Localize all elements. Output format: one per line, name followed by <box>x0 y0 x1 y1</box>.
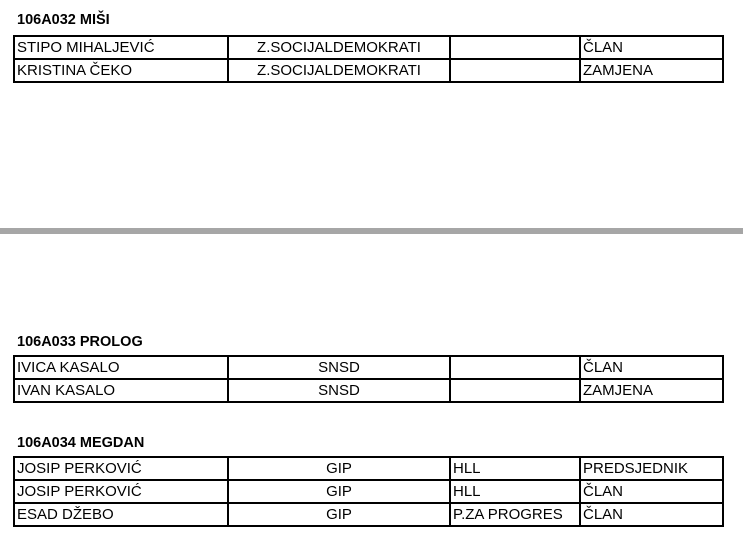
coalition-cell <box>450 59 580 82</box>
member-name-cell: IVICA KASALO <box>14 356 228 379</box>
members-table <box>13 35 724 83</box>
table-row <box>14 59 723 82</box>
table-row <box>14 457 723 480</box>
role-cell: ČLAN <box>580 480 723 503</box>
table-row <box>14 356 723 379</box>
party-cell: GIP <box>228 480 450 503</box>
role-cell: ZAMJENA <box>580 379 723 402</box>
coalition-cell: HLL <box>450 457 580 480</box>
member-name-cell: ESAD DŽEBO <box>14 503 228 526</box>
coalition-cell <box>450 36 580 59</box>
party-cell: Z.SOCIJALDEMOKRATI <box>228 59 450 82</box>
coalition-cell: HLL <box>450 480 580 503</box>
party-cell: SNSD <box>228 356 450 379</box>
party-cell: GIP <box>228 503 450 526</box>
role-cell: ČLAN <box>580 36 723 59</box>
member-name-cell: JOSIP PERKOVIĆ <box>14 457 228 480</box>
role-cell: ZAMJENA <box>580 59 723 82</box>
role-cell: ČLAN <box>580 356 723 379</box>
members-table <box>13 355 724 403</box>
coalition-cell <box>450 356 580 379</box>
member-name-cell: IVAN KASALO <box>14 379 228 402</box>
section-title: 106A032 MIŠI <box>17 12 110 28</box>
table-row <box>14 379 723 402</box>
member-name-cell: KRISTINA ČEKO <box>14 59 228 82</box>
party-cell: Z.SOCIJALDEMOKRATI <box>228 36 450 59</box>
section-title: 106A033 PROLOG <box>17 334 143 350</box>
coalition-cell <box>450 379 580 402</box>
members-table <box>13 456 724 527</box>
table-row <box>14 503 723 526</box>
page-divider <box>0 228 743 234</box>
coalition-cell: P.ZA PROGRES <box>450 503 580 526</box>
member-name-cell: JOSIP PERKOVIĆ <box>14 480 228 503</box>
table-row <box>14 36 723 59</box>
member-name-cell: STIPO MIHALJEVIĆ <box>14 36 228 59</box>
role-cell: ČLAN <box>580 503 723 526</box>
table-row <box>14 480 723 503</box>
role-cell: PREDSJEDNIK <box>580 457 723 480</box>
party-cell: GIP <box>228 457 450 480</box>
party-cell: SNSD <box>228 379 450 402</box>
section-title: 106A034 MEGDAN <box>17 435 145 451</box>
